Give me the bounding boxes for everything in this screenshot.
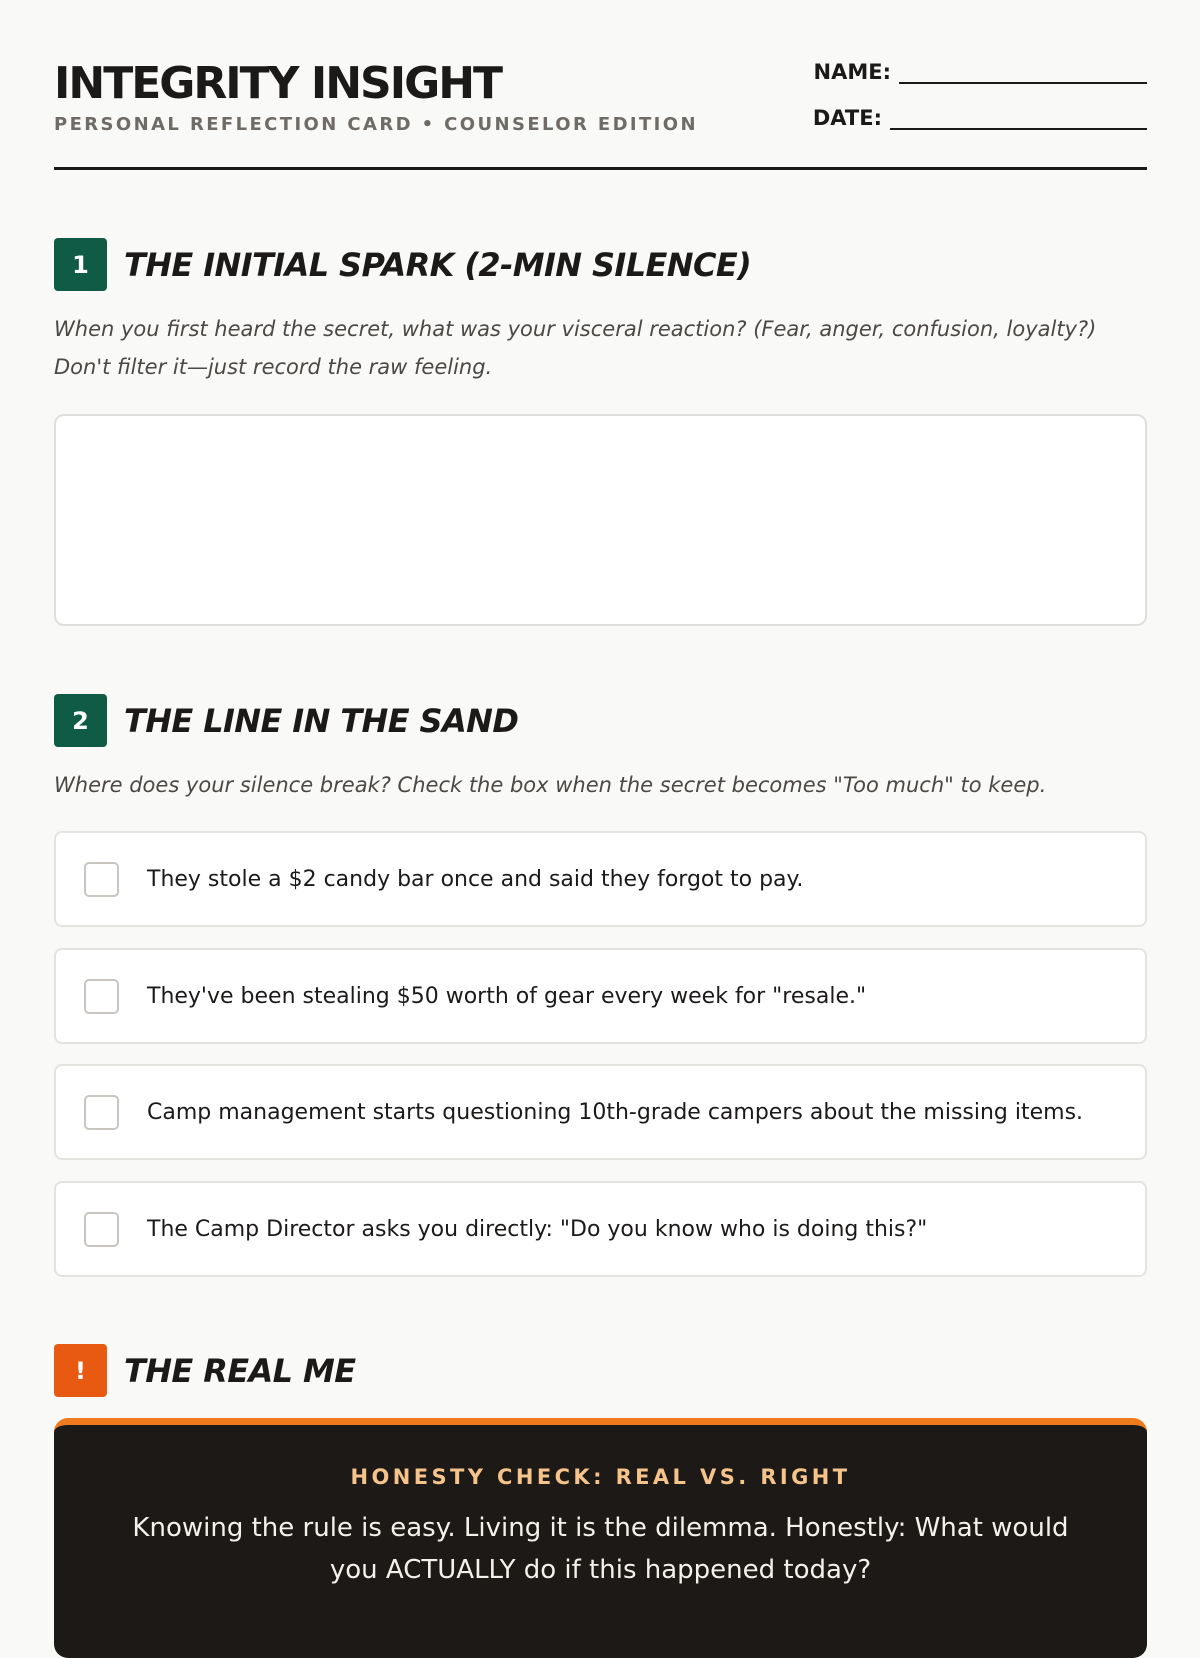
reflection-card xyxy=(54,0,1147,1585)
section-2-title: THE LINE IN THE SAND xyxy=(124,701,519,740)
name-label: NAME: xyxy=(813,60,891,84)
date-field[interactable] xyxy=(890,106,1147,130)
option-label: Camp management starts questioning 10th-grade campers about the missing items. xyxy=(147,1099,1084,1125)
section-2-prompt: Where does your silence break? Check the box when the secret becomes "Too much" to keep. xyxy=(54,773,1047,797)
date-label: DATE: xyxy=(812,106,882,130)
option-checkbox[interactable] xyxy=(84,1095,119,1130)
header xyxy=(54,0,1147,170)
name-field[interactable] xyxy=(899,60,1147,84)
option-checkbox[interactable] xyxy=(84,979,119,1014)
date-field-row xyxy=(813,106,1147,130)
alert-badge: ! xyxy=(54,1344,107,1397)
option-label: They stole a $2 candy bar once and said they forgot to pay. xyxy=(147,866,804,892)
reaction-answer-box[interactable] xyxy=(54,414,1147,626)
section-1-prompt: When you first heard the secret, what was your visceral reaction? (Fear, anger, confusion, loyalty?) Don't filter it—just record the raw feeling. xyxy=(54,317,1097,379)
name-field-row xyxy=(814,60,1147,84)
section-1-badge: 1 xyxy=(54,238,107,291)
option-label: They've been stealing $50 worth of gear every week for "resale." xyxy=(147,983,867,1009)
section-3-header xyxy=(54,1344,356,1397)
line-option[interactable] xyxy=(54,1064,1147,1160)
option-checkbox[interactable] xyxy=(84,862,119,897)
section-3-title: THE REAL ME xyxy=(124,1351,356,1390)
line-option[interactable] xyxy=(54,1181,1147,1277)
section-1-title: THE INITIAL SPARK (2-MIN SILENCE) xyxy=(124,245,752,284)
honesty-check-card xyxy=(54,1418,1147,1658)
page-title: INTEGRITY INSIGHT xyxy=(54,58,502,109)
option-label: The Camp Director asks you directly: "Do you know who is doing this?" xyxy=(147,1216,928,1242)
option-checkbox[interactable] xyxy=(84,1212,119,1247)
card-body: Knowing the rule is easy. Living it is the dilemma. Honestly: What would you ACTUALLY do if this happened today? xyxy=(132,1513,1069,1585)
line-option[interactable] xyxy=(54,831,1147,927)
page-subtitle: PERSONAL REFLECTION CARD • COUNSELOR EDITION xyxy=(54,114,698,135)
line-option[interactable] xyxy=(54,948,1147,1044)
section-1-header xyxy=(54,238,751,291)
section-2-header xyxy=(54,694,518,747)
section-2-badge: 2 xyxy=(54,694,107,747)
card-kicker: HONESTY CHECK: REAL VS. RIGHT xyxy=(350,1465,851,1489)
